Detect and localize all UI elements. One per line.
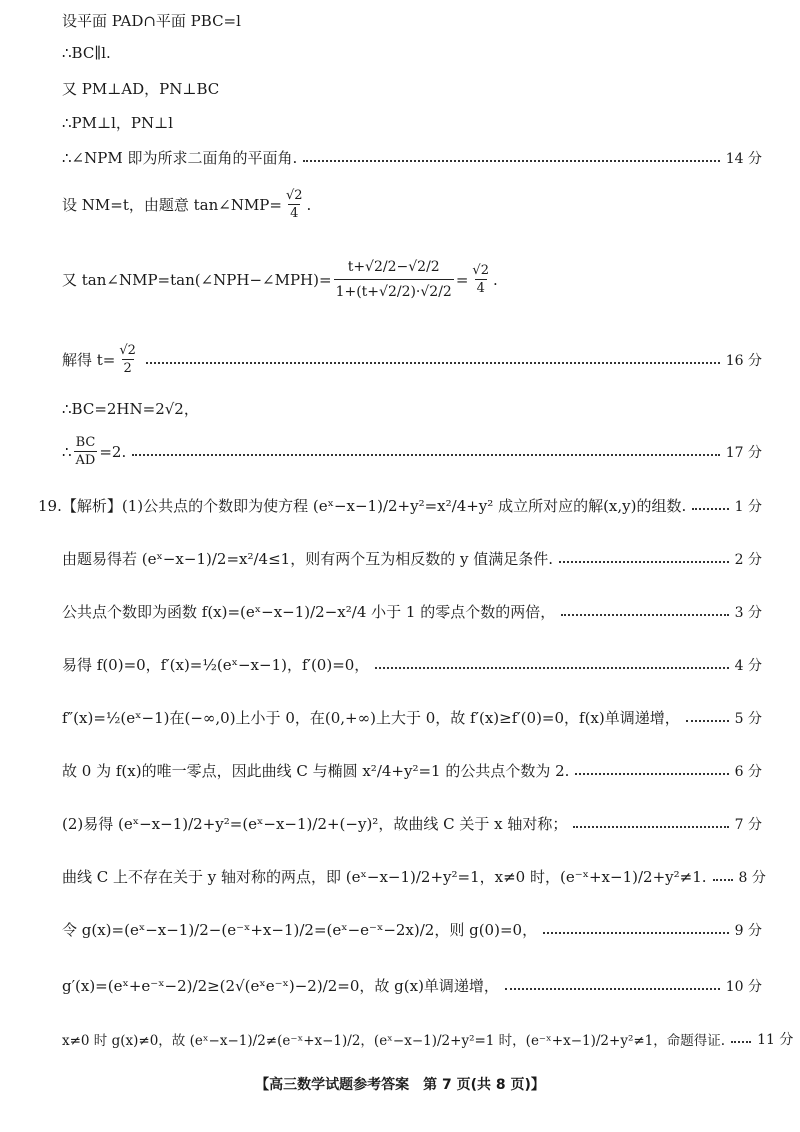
leader-dots: [543, 932, 729, 934]
fraction-numerator: √2: [285, 188, 303, 203]
text: 由题易得若 (eˣ−x−1)/2=x²/4≤1，则有两个互为相反数的 y 值满足条件.: [62, 550, 553, 568]
line-plane-intersection: [62, 10, 762, 31]
text: 又 PM⊥AD，PN⊥BC: [62, 80, 220, 98]
score-label: 9 分: [734, 922, 762, 939]
text: ∴PM⊥l，PN⊥l: [62, 114, 174, 132]
line-q19-step7: [62, 813, 762, 834]
line-q19-step9: [62, 919, 762, 940]
text: 曲线 C 上不存在关于 y 轴对称的两点，即 (eˣ−x−1)/2+y²=1，x≠0 时，(e⁻ˣ+x−1)/2+y²≠1.: [62, 868, 707, 886]
text-part: 解得 t=: [62, 351, 116, 369]
score-label: 10 分: [725, 978, 762, 995]
score-label: 4 分: [734, 657, 762, 674]
text: ∴BC∥l.: [62, 44, 111, 62]
text: 令 g(x)=(eˣ−x−1)/2−(e⁻ˣ+x−1)/2=(eˣ−e⁻ˣ−2x)/2，则 g(0)=0，: [62, 921, 538, 939]
line-set-nm: [62, 187, 762, 222]
line-q19-step2: [62, 548, 762, 569]
text: (2)易得 (eˣ−x−1)/2+y²=(eˣ−x−1)/2+(−y)²，故曲线 C 关于 x 轴对称；: [62, 815, 568, 833]
page-footer: 【高三数学试题参考答案 第 7 页(共 8 页)】: [255, 1077, 545, 1093]
line-q19-step8: [62, 866, 766, 887]
leader-dots: [146, 362, 720, 364]
line-q19-step5: [62, 707, 762, 728]
leader-dots: [573, 826, 728, 828]
text: 公共点个数即为函数 f(x)=(eˣ−x−1)/2−x²/4 小于 1 的零点个数的两倍，: [62, 603, 556, 621]
score-label: 8 分: [738, 869, 766, 886]
fraction: [284, 187, 305, 222]
leader-dots: [731, 1041, 751, 1043]
fraction-numerator: BC: [75, 435, 96, 450]
score-label: 16 分: [725, 352, 762, 369]
score-label: 7 分: [734, 816, 762, 833]
text-part: 又 tan∠NMP=tan(∠NPH−∠MPH)=: [62, 271, 332, 289]
text: [62, 342, 140, 377]
score-label: 17 分: [725, 444, 762, 461]
line-angle-npm: [62, 147, 762, 168]
score-label: 5 分: [734, 710, 762, 727]
fraction-numerator: t+√2/2−√2/2: [347, 259, 440, 275]
line-q19-step3: [62, 601, 762, 622]
text: f″(x)=½(eˣ−1)在(−∞,0)上小于 0，在(0,+∞)上大于 0，故 f′(x)≥f′(0)=0，f(x)单调递增，: [62, 709, 680, 727]
line-perp-l: [62, 112, 762, 133]
leader-dots: [692, 508, 728, 510]
leader-dots: [132, 454, 719, 456]
text-part: .: [492, 270, 498, 289]
line-q19-step10: [62, 975, 762, 996]
text-part: .: [306, 195, 312, 214]
text: [62, 434, 126, 469]
line-solve-t: [62, 342, 762, 377]
text: ∴∠NPM 即为所求二面角的平面角.: [62, 149, 298, 167]
fraction-denominator: 4: [290, 206, 299, 221]
text-part: 设 NM=t，由题意 tan∠NMP=: [62, 196, 282, 214]
fraction-denominator: 4: [476, 281, 485, 296]
text: 设平面 PAD∩平面 PBC=l: [62, 12, 241, 30]
fraction-numerator: √2: [472, 263, 489, 278]
score-label: 3 分: [734, 604, 762, 621]
text: x≠0 时 g(x)≠0，故 (eˣ−x−1)/2≠(e⁻ˣ+x−1)/2，(eˣ−x−1)/2+y²=1 时，(e⁻ˣ+x−1)/2+y²≠1，命题得证.: [62, 1033, 726, 1049]
line-q19-step4: [62, 654, 762, 675]
leader-dots: [713, 879, 733, 881]
score-label: 1 分: [734, 498, 762, 515]
fraction-denominator: 1+(t+√2/2)·√2/2: [334, 279, 454, 304]
leader-dots: [303, 160, 720, 162]
text: [62, 187, 311, 222]
line-q19-step6: [62, 760, 762, 781]
fraction: [470, 262, 491, 297]
score-label: 14 分: [725, 150, 762, 167]
fraction: [74, 434, 98, 469]
text: [62, 255, 498, 304]
score-label: 6 分: [734, 763, 762, 780]
text: 19.【解析】(1)公共点的个数即为使方程 (eˣ−x−1)/2+y²=x²/4+y² 成立所对应的解(x,y)的组数.: [38, 497, 687, 515]
text: 易得 f(0)=0，f′(x)=½(eˣ−x−1)，f′(0)=0，: [62, 656, 370, 674]
fraction: [117, 342, 138, 377]
line-q19-step11: [62, 1029, 794, 1049]
score-label: 2 分: [734, 551, 762, 568]
text: 故 0 为 f(x)的唯一零点，因此曲线 C 与椭圆 x²/4+y²=1 的公共点个数为 2.: [62, 762, 570, 780]
text: ∴BC=2HN=2√2，: [62, 400, 199, 418]
leader-dots: [505, 988, 720, 990]
fraction-numerator: √2: [119, 343, 136, 358]
fraction-denominator: 2: [123, 361, 132, 376]
line-bc-parallel: [62, 44, 762, 62]
leader-dots: [575, 773, 728, 775]
fraction-denominator: AD: [75, 453, 96, 468]
text: g′(x)=(eˣ+e⁻ˣ−2)/2≥(2√(eˣe⁻ˣ)−2)/2=0，故 g(x)单调递增，: [62, 977, 499, 995]
text-part: =: [455, 270, 469, 289]
fraction: [334, 255, 454, 304]
score-label: 11 分: [757, 1032, 794, 1048]
text-part: ∴: [62, 442, 72, 461]
leader-dots: [686, 720, 729, 722]
leader-dots: [559, 561, 729, 563]
line-perpendicular: [62, 78, 762, 99]
line-q19-intro: [38, 495, 762, 516]
leader-dots: [375, 667, 728, 669]
text-part: =2.: [99, 442, 127, 461]
line-tan-expansion: [62, 255, 762, 304]
line-bc-value: [62, 398, 762, 419]
line-bc-ad-ratio: [62, 434, 762, 469]
leader-dots: [561, 614, 728, 616]
